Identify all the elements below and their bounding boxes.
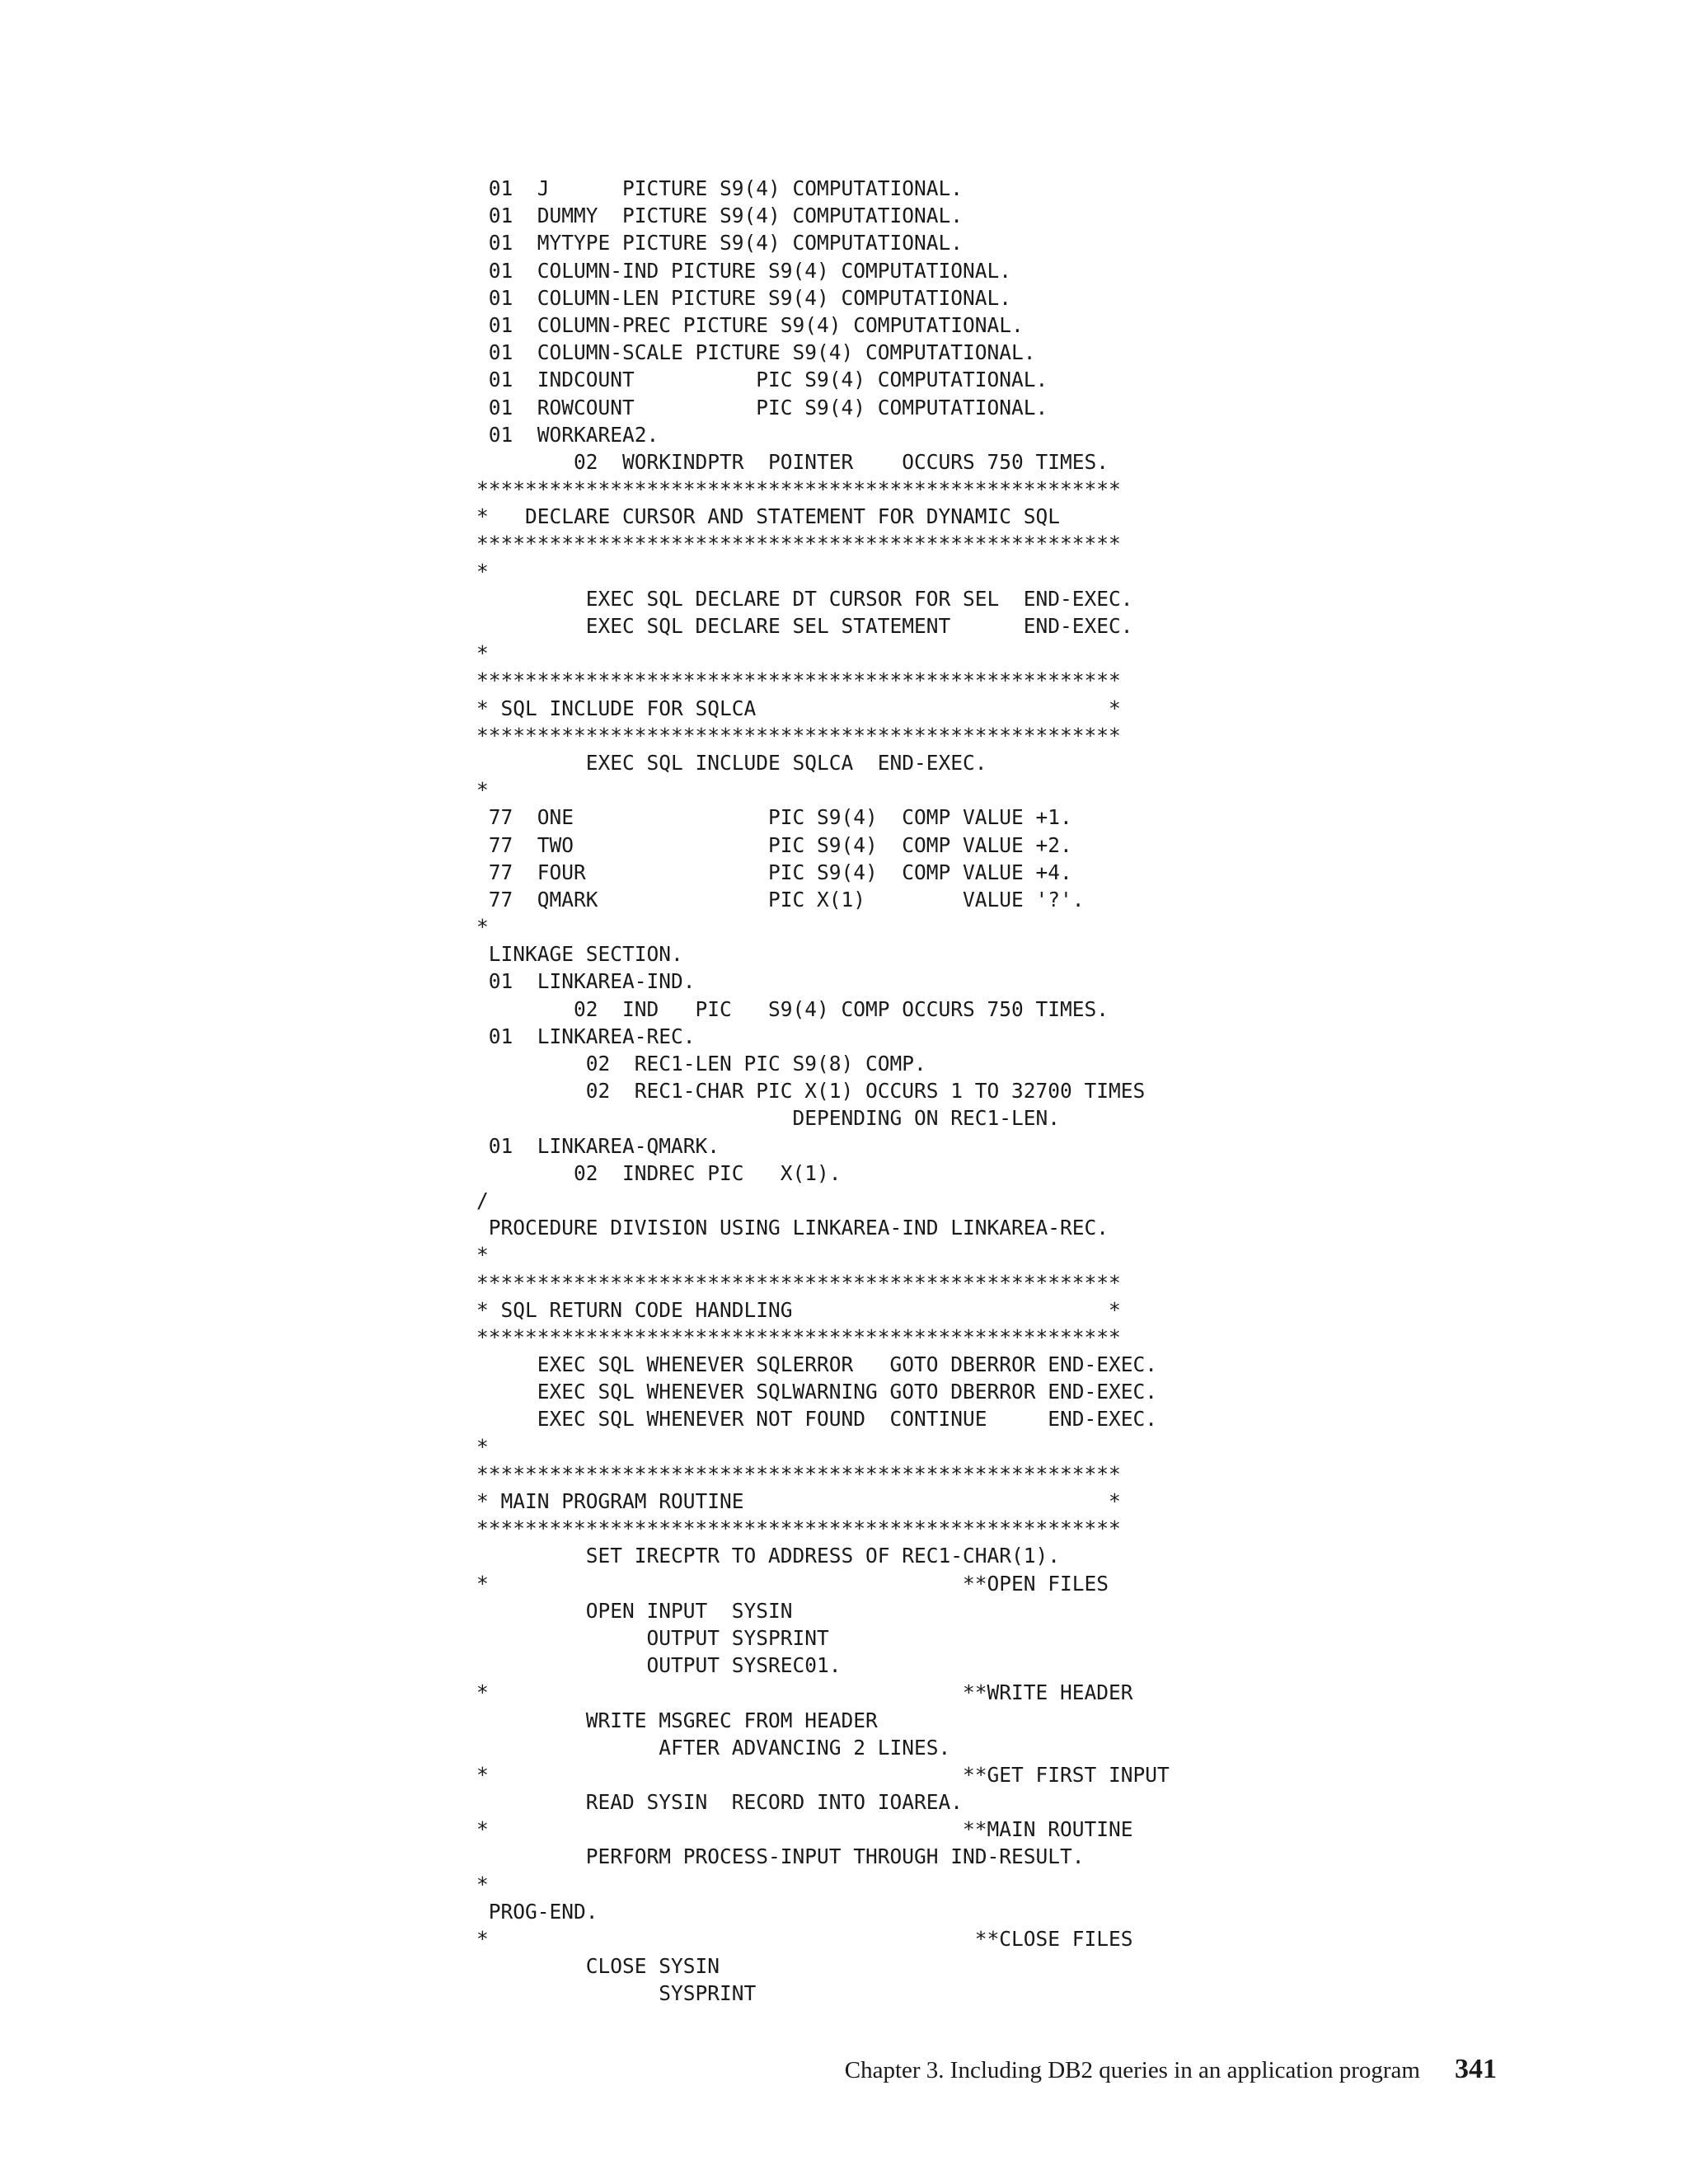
- code-line: PERFORM PROCESS-INPUT THROUGH IND-RESULT.: [476, 1844, 1085, 1869]
- code-line: *****************************************************: [476, 1461, 1121, 1486]
- code-line: *: [476, 641, 489, 666]
- code-line: 01 COLUMN-SCALE PICTURE S9(4) COMPUTATIONAL.: [476, 340, 1036, 365]
- code-line: * **MAIN ROUTINE: [476, 1817, 1133, 1842]
- code-line: SET IRECPTR TO ADDRESS OF REC1-CHAR(1).: [476, 1544, 1061, 1568]
- code-line: EXEC SQL DECLARE SEL STATEMENT END-EXEC.: [476, 614, 1133, 638]
- code-line: * **GET FIRST INPUT: [476, 1762, 1170, 1787]
- code-line: 01 LINKAREA-IND.: [476, 969, 696, 994]
- cobol-code-listing: [476, 175, 1170, 2008]
- code-line: /: [476, 1188, 489, 1212]
- code-line: EXEC SQL WHENEVER SQLWARNING GOTO DBERROR END-EXEC.: [476, 1380, 1158, 1404]
- code-line: * SQL INCLUDE FOR SQLCA *: [476, 696, 1121, 720]
- code-line: *****************************************************: [476, 1270, 1121, 1295]
- code-line: *: [476, 1872, 489, 1896]
- code-line: 02 INDREC PIC X(1).: [476, 1160, 842, 1185]
- code-line: WRITE MSGREC FROM HEADER: [476, 1708, 878, 1732]
- code-line: DEPENDING ON REC1-LEN.: [476, 1106, 1061, 1131]
- code-line: OUTPUT SYSPRINT: [476, 1625, 829, 1650]
- code-line: 01 DUMMY PICTURE S9(4) COMPUTATIONAL.: [476, 204, 964, 228]
- code-line: 02 WORKINDPTR POINTER OCCURS 750 TIMES.: [476, 449, 1109, 474]
- code-line: *****************************************************: [476, 723, 1121, 748]
- code-line: 01 LINKAREA-QMARK.: [476, 1133, 720, 1158]
- code-line: PROCEDURE DIVISION USING LINKAREA-IND LINKAREA-REC.: [476, 1216, 1109, 1240]
- code-line: 02 IND PIC S9(4) COMP OCCURS 750 TIMES.: [476, 996, 1109, 1021]
- code-line: *: [476, 1434, 489, 1459]
- code-line: 01 COLUMN-LEN PICTURE S9(4) COMPUTATIONAL.: [476, 285, 1012, 310]
- code-line: 77 QMARK PIC X(1) VALUE '?'.: [476, 887, 1085, 912]
- code-line: AFTER ADVANCING 2 LINES.: [476, 1735, 951, 1760]
- code-line: EXEC SQL DECLARE DT CURSOR FOR SEL END-EXEC.: [476, 586, 1133, 611]
- code-line: *: [476, 1243, 489, 1268]
- code-line: CLOSE SYSIN: [476, 1954, 720, 1979]
- code-line: PROG-END.: [476, 1899, 598, 1924]
- footer-chapter-title: Chapter 3. Including DB2 queries in an application program: [844, 2057, 1420, 2083]
- footer-page-number: 341: [1455, 2054, 1497, 2084]
- code-line: * **WRITE HEADER: [476, 1680, 1133, 1705]
- code-line: * **CLOSE FILES: [476, 1927, 1133, 1951]
- code-line: 02 REC1-LEN PIC S9(8) COMP.: [476, 1052, 926, 1076]
- code-line: SYSPRINT: [476, 1981, 757, 2006]
- code-line: *****************************************************: [476, 1516, 1121, 1541]
- code-line: *****************************************************: [476, 1324, 1121, 1349]
- code-line: 01 J PICTURE S9(4) COMPUTATIONAL.: [476, 176, 964, 200]
- code-line: 02 REC1-CHAR PIC X(1) OCCURS 1 TO 32700 TIMES: [476, 1079, 1146, 1104]
- code-line: 01 INDCOUNT PIC S9(4) COMPUTATIONAL.: [476, 368, 1048, 392]
- code-line: * MAIN PROGRAM ROUTINE *: [476, 1489, 1121, 1513]
- code-line: *****************************************************: [476, 477, 1121, 502]
- code-line: * DECLARE CURSOR AND STATEMENT FOR DYNAMIC SQL: [476, 504, 1061, 529]
- code-line: EXEC SQL WHENEVER NOT FOUND CONTINUE END-EXEC.: [476, 1407, 1158, 1432]
- code-line: 01 WORKAREA2.: [476, 422, 659, 447]
- page-footer: [845, 2054, 1497, 2085]
- code-line: EXEC SQL WHENEVER SQLERROR GOTO DBERROR END-EXEC.: [476, 1352, 1158, 1377]
- code-line: * **OPEN FILES: [476, 1571, 1109, 1596]
- code-line: *: [476, 559, 489, 583]
- code-line: 77 FOUR PIC S9(4) COMP VALUE +4.: [476, 860, 1072, 884]
- code-line: READ SYSIN RECORD INTO IOAREA.: [476, 1790, 964, 1815]
- code-line: *****************************************************: [476, 668, 1121, 693]
- code-line: 77 TWO PIC S9(4) COMP VALUE +2.: [476, 832, 1072, 857]
- code-line: LINKAGE SECTION.: [476, 942, 683, 967]
- code-line: * SQL RETURN CODE HANDLING *: [476, 1297, 1121, 1322]
- code-line: 01 MYTYPE PICTURE S9(4) COMPUTATIONAL.: [476, 231, 964, 255]
- code-line: 01 ROWCOUNT PIC S9(4) COMPUTATIONAL.: [476, 395, 1048, 419]
- code-line: EXEC SQL INCLUDE SQLCA END-EXEC.: [476, 750, 987, 775]
- code-line: 77 ONE PIC S9(4) COMP VALUE +1.: [476, 805, 1072, 830]
- code-line: 01 LINKAREA-REC.: [476, 1024, 696, 1048]
- code-line: 01 COLUMN-PREC PICTURE S9(4) COMPUTATIONAL.: [476, 312, 1024, 337]
- code-line: 01 COLUMN-IND PICTURE S9(4) COMPUTATIONAL.: [476, 258, 1012, 283]
- code-line: OUTPUT SYSREC01.: [476, 1653, 842, 1678]
- code-line: *****************************************************: [476, 532, 1121, 556]
- code-line: *: [476, 778, 489, 803]
- code-line: *: [476, 915, 489, 940]
- code-line: OPEN INPUT SYSIN: [476, 1598, 793, 1623]
